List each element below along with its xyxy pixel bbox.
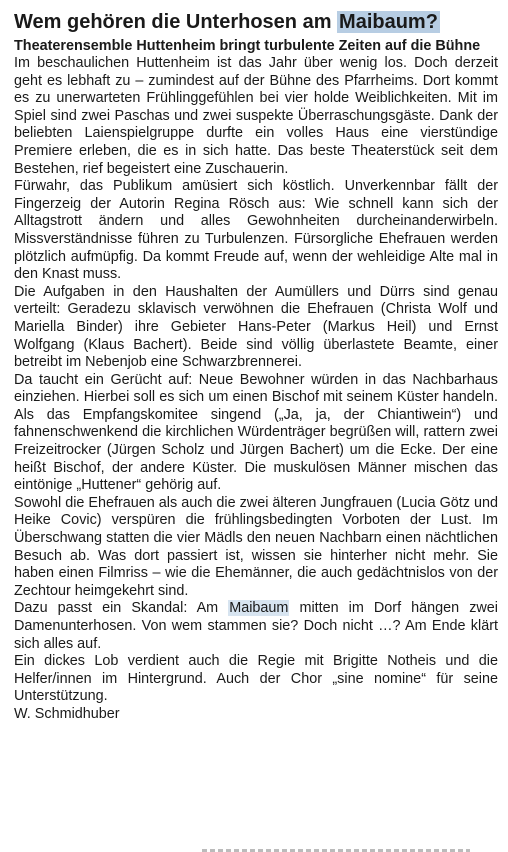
article [14,0,498,724]
paragraph-skandal [14,600,498,653]
paragraph: Im beschaulichen Huttenheim ist das Jahr über wenig los. Doch derzeit geht es lebhaft zu – zumindest auf der Bühne des Pfarrheims. Dort kommt es zu unerwarteten Frühlinggefühlen bei vier holde Weiblichkeiten. Mit im Spiel sind zwei Paschas und zwei suspekte Überraschungsgäste. Dank der beliebten Laienspielgruppe durfte ein volles Haus eine vierstündige Premiere erleben, die es in sich hatte. Das beste Theaterstück seit dem Bestehen, rief begeistert eine Zuschauerin. [14,55,498,177]
article-title [14,10,498,34]
article-body [14,55,498,706]
article-subtitle: Theaterensemble Huttenheim bringt turbulente Zeiten auf die Bühne [14,38,481,54]
paragraph: Die Aufgaben in den Haushalten der Aumüllers und Dürrs sind genau verteilt: Geradezu sklavisch verwöhnen die Ehefrauen (Christa Wolf und Mariella Binder) ihre Gebieter Hans-Peter (Markus Heil) und Ernst Wolfgang (Klaus Bachert). Beide sind völlig überlastete Beamte, einer betreibt im Nebenjob eine Schwarzbrennerei. [14,283,498,371]
paragraph: Fürwahr, das Publikum amüsiert sich köstlich. Unverkennbar fällt der Fingerzeig der Autorin Regina Rösch aus: Wie schnell kann sich der Alltagstrott ändern und alles Gewohnheiten durcheinanderwirbeln. Missverständnisse führen zu Turbulenzen. Fürsorgliche Ehefrauen werden plötzlich aufmüpfig. Da kommt Freude auf, wenn der wehleidige Alte mal in den Knast muss. [14,178,498,283]
skandal-text-after: mitten im Dorf hängen zwei Damenunterhosen. Von wem stammen sie? Doch nicht …? Am Ende klärt sich alles auf. [14,600,498,652]
skandal-text-before: Dazu passt ein Skandal: Am [14,600,229,617]
title-highlight: Maibaum? [339,11,438,33]
skandal-highlight: Maibaum [229,600,289,617]
cutoff-text-line [202,846,470,852]
author-signature: W. Schmidhuber [14,705,120,722]
paragraph: Sowohl die Ehefrauen als auch die zwei älteren Jungfrauen (Lucia Götz und Heike Covic) verspüren die frühlingsbedingten Vorboten der Lust. Im Überschwang statten die vier Mädls den neuen Nachbarn einen nächtlichen Besuch ab. Was dort passiert ist, wissen sie hinterher nicht mehr. Sie haben einen Filmriss – wie die Ehemänner, die auch gedächtnislos von der Zechtour heimgekehrt sind. [14,494,498,599]
paragraph: Ein dickes Lob verdient auch die Regie mit Brigitte Notheis und die Helfer/innen im Hintergrund. Auch der Chor „sine nomine“ für seine Unterstützung. [14,653,498,705]
title-text: Wem gehören die Unterhosen am [14,11,338,33]
paragraph: Da taucht ein Gerücht auf: Neue Bewohner würden in das Nachbarhaus einziehen. Hierbei soll es sich um einen Bischof mit seinem Küster handeln. Als das Empfangskomitee singend („Ja, ja, der Chiantiwein“) und fahnenschwenkend die kirchlichen Würdenträger begrüßen will, rattern zwei Freizeitrocker (Jürgen Scholz und Jürgen Bachert) um die Ecke. Der eine heißt Bischof, der andere Küster. Die muskulösen Männer mischen das eintönige „Huttener“ gehörig auf. [14,371,498,494]
